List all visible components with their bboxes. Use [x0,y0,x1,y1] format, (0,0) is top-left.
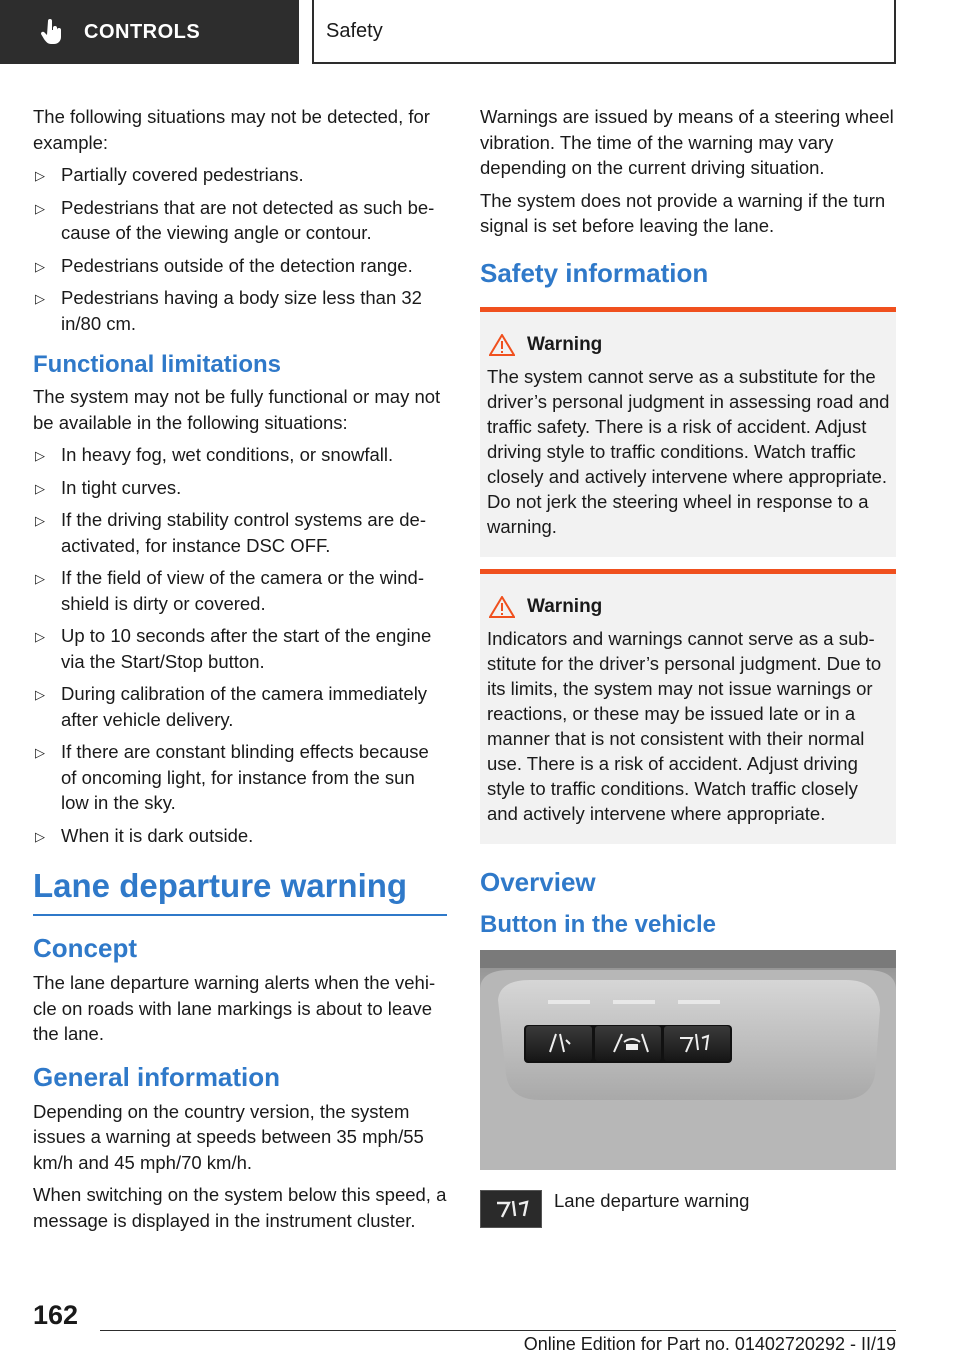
lane-departure-heading: Lane departure warning [33,864,447,916]
concept-text: The lane departure warning alerts when the vehicle on roads with lane markings is about to leave the lane. [33,972,436,1044]
general-text-2: When switching on the system below this speed, a message is displayed in the instrument cluster. [33,1184,447,1231]
chapter-title: Safety [326,19,383,42]
triangle-bullet-icon: ▷ [35,291,45,306]
triangle-bullet-icon: ▷ [35,629,45,644]
list-item: ▷ In heavy fog, wet conditions, or snowfall. [33,442,447,468]
list-item: ▷ Pedestrians having a body size less than 32 in/80 cm. [35,287,422,334]
list-item: ▷ In tight curves. [33,475,447,501]
lane-departure-button-icon [480,1190,542,1228]
vehicle-button-photo [480,950,896,1170]
page-number: 162 [33,1300,79,1330]
triangle-bullet-icon: ▷ [35,168,45,183]
list-item: ▷ If the driving stability control systems are deactivated, for instance DSC OFF. [35,509,427,556]
right-column [480,104,896,1228]
triangle-bullet-icon: ▷ [35,448,45,463]
overview-heading: Overview [480,866,596,897]
warning-box-1 [480,307,896,557]
list-item: ▷ Pedestrians that are not detected as such because of the viewing angle or contour. [35,196,435,243]
section-tab[interactable] [0,0,299,64]
triangle-bullet-icon: ▷ [35,687,45,702]
limitations-list [33,442,447,848]
warning-issue-text: Warnings are issued by means of a steering wheel vibration. The time of the warning may vary depending on the current driving situation. [480,106,894,178]
general-text-1: Depending on the country version, the system issues a warning at speeds between 35 mph/55 km/h and 45 mph/70 km/h. [33,1100,424,1173]
triangle-bullet-icon: ▷ [35,480,45,496]
functional-limitations-intro: The system may not be fully functional or may not be available in the following situations: [33,386,441,433]
list-item: ▷ Pedestrians outside of the detection range. [33,253,447,279]
section-title: CONTROLS [84,20,201,43]
triangle-bullet-icon: ▷ [35,828,45,844]
list-item: ▷ During calibration of the camera immediately after vehicle delivery. [35,683,428,730]
triangle-bullet-icon: ▷ [35,571,45,586]
triangle-bullet-icon: ▷ [35,513,45,528]
warning-text: The system cannot serve as a substitute for the driver’s personal judgment in assessing road and traffic safety. There is a risk of accident. Adjust driving style to traffic conditions. Watch traffic closely and actively intervene where appropriate. Do not jerk the steering wheel in response to a warning. [487,365,890,537]
intro-text: The following situations may not be detected, for example: [33,106,430,153]
warning-triangle-icon [489,596,515,618]
triangle-bullet-icon: ▷ [35,745,45,760]
hand-pointer-icon [40,19,64,45]
warning-triangle-icon [489,334,515,356]
concept-heading: Concept [33,933,137,963]
footer-divider [100,1330,896,1331]
list-item: ▷ Up to 10 seconds after the start of the engine via the Start/Stop button. [35,625,432,672]
edition-text: Online Edition for Part no. 01402720292 - II/19 [523,1334,896,1354]
triangle-bullet-icon: ▷ [35,200,45,216]
lane-departure-caption [480,1190,896,1228]
warning-text: Indicators and warnings cannot serve as a substitute for the driver’s personal judgment. Due to its limits, the system may not issue warnings or reactions, or these may be issued late or in a manner that is not consistent with their normal use. There is a risk of accident. Adjust driving style to traffic conditions. Watch traffic closely and actively intervene where appropriate. [487,627,882,824]
general-information-heading: General information [33,1061,281,1092]
list-item: ▷ If the field of view of the camera or the windshield is dirty or covered. [35,567,424,614]
triangle-bullet-icon: ▷ [35,258,45,274]
list-item: ▷ If there are constant blinding effects because of oncoming light, for instance from the sun low in the sky. [35,741,429,813]
warning-box-2 [480,569,896,844]
safety-information-heading: Safety information [480,257,709,288]
warning-title: Warning [527,595,603,617]
functional-limitations-heading: Functional limitations [33,351,282,378]
caption-text: Lane departure warning [554,1189,750,1211]
list-item: ▷ When it is dark outside. [33,823,447,849]
warning-title: Warning [527,333,603,355]
list-item: ▷ Partially covered pedestrians. [33,162,447,188]
turn-signal-text: The system does not provide a warning if the turn signal is set before leaving the lane. [480,189,886,236]
button-in-vehicle-heading: Button in the vehicle [480,910,717,938]
undetected-list [33,162,447,336]
chapter-tab[interactable] [312,0,896,64]
left-column [33,104,447,1240]
